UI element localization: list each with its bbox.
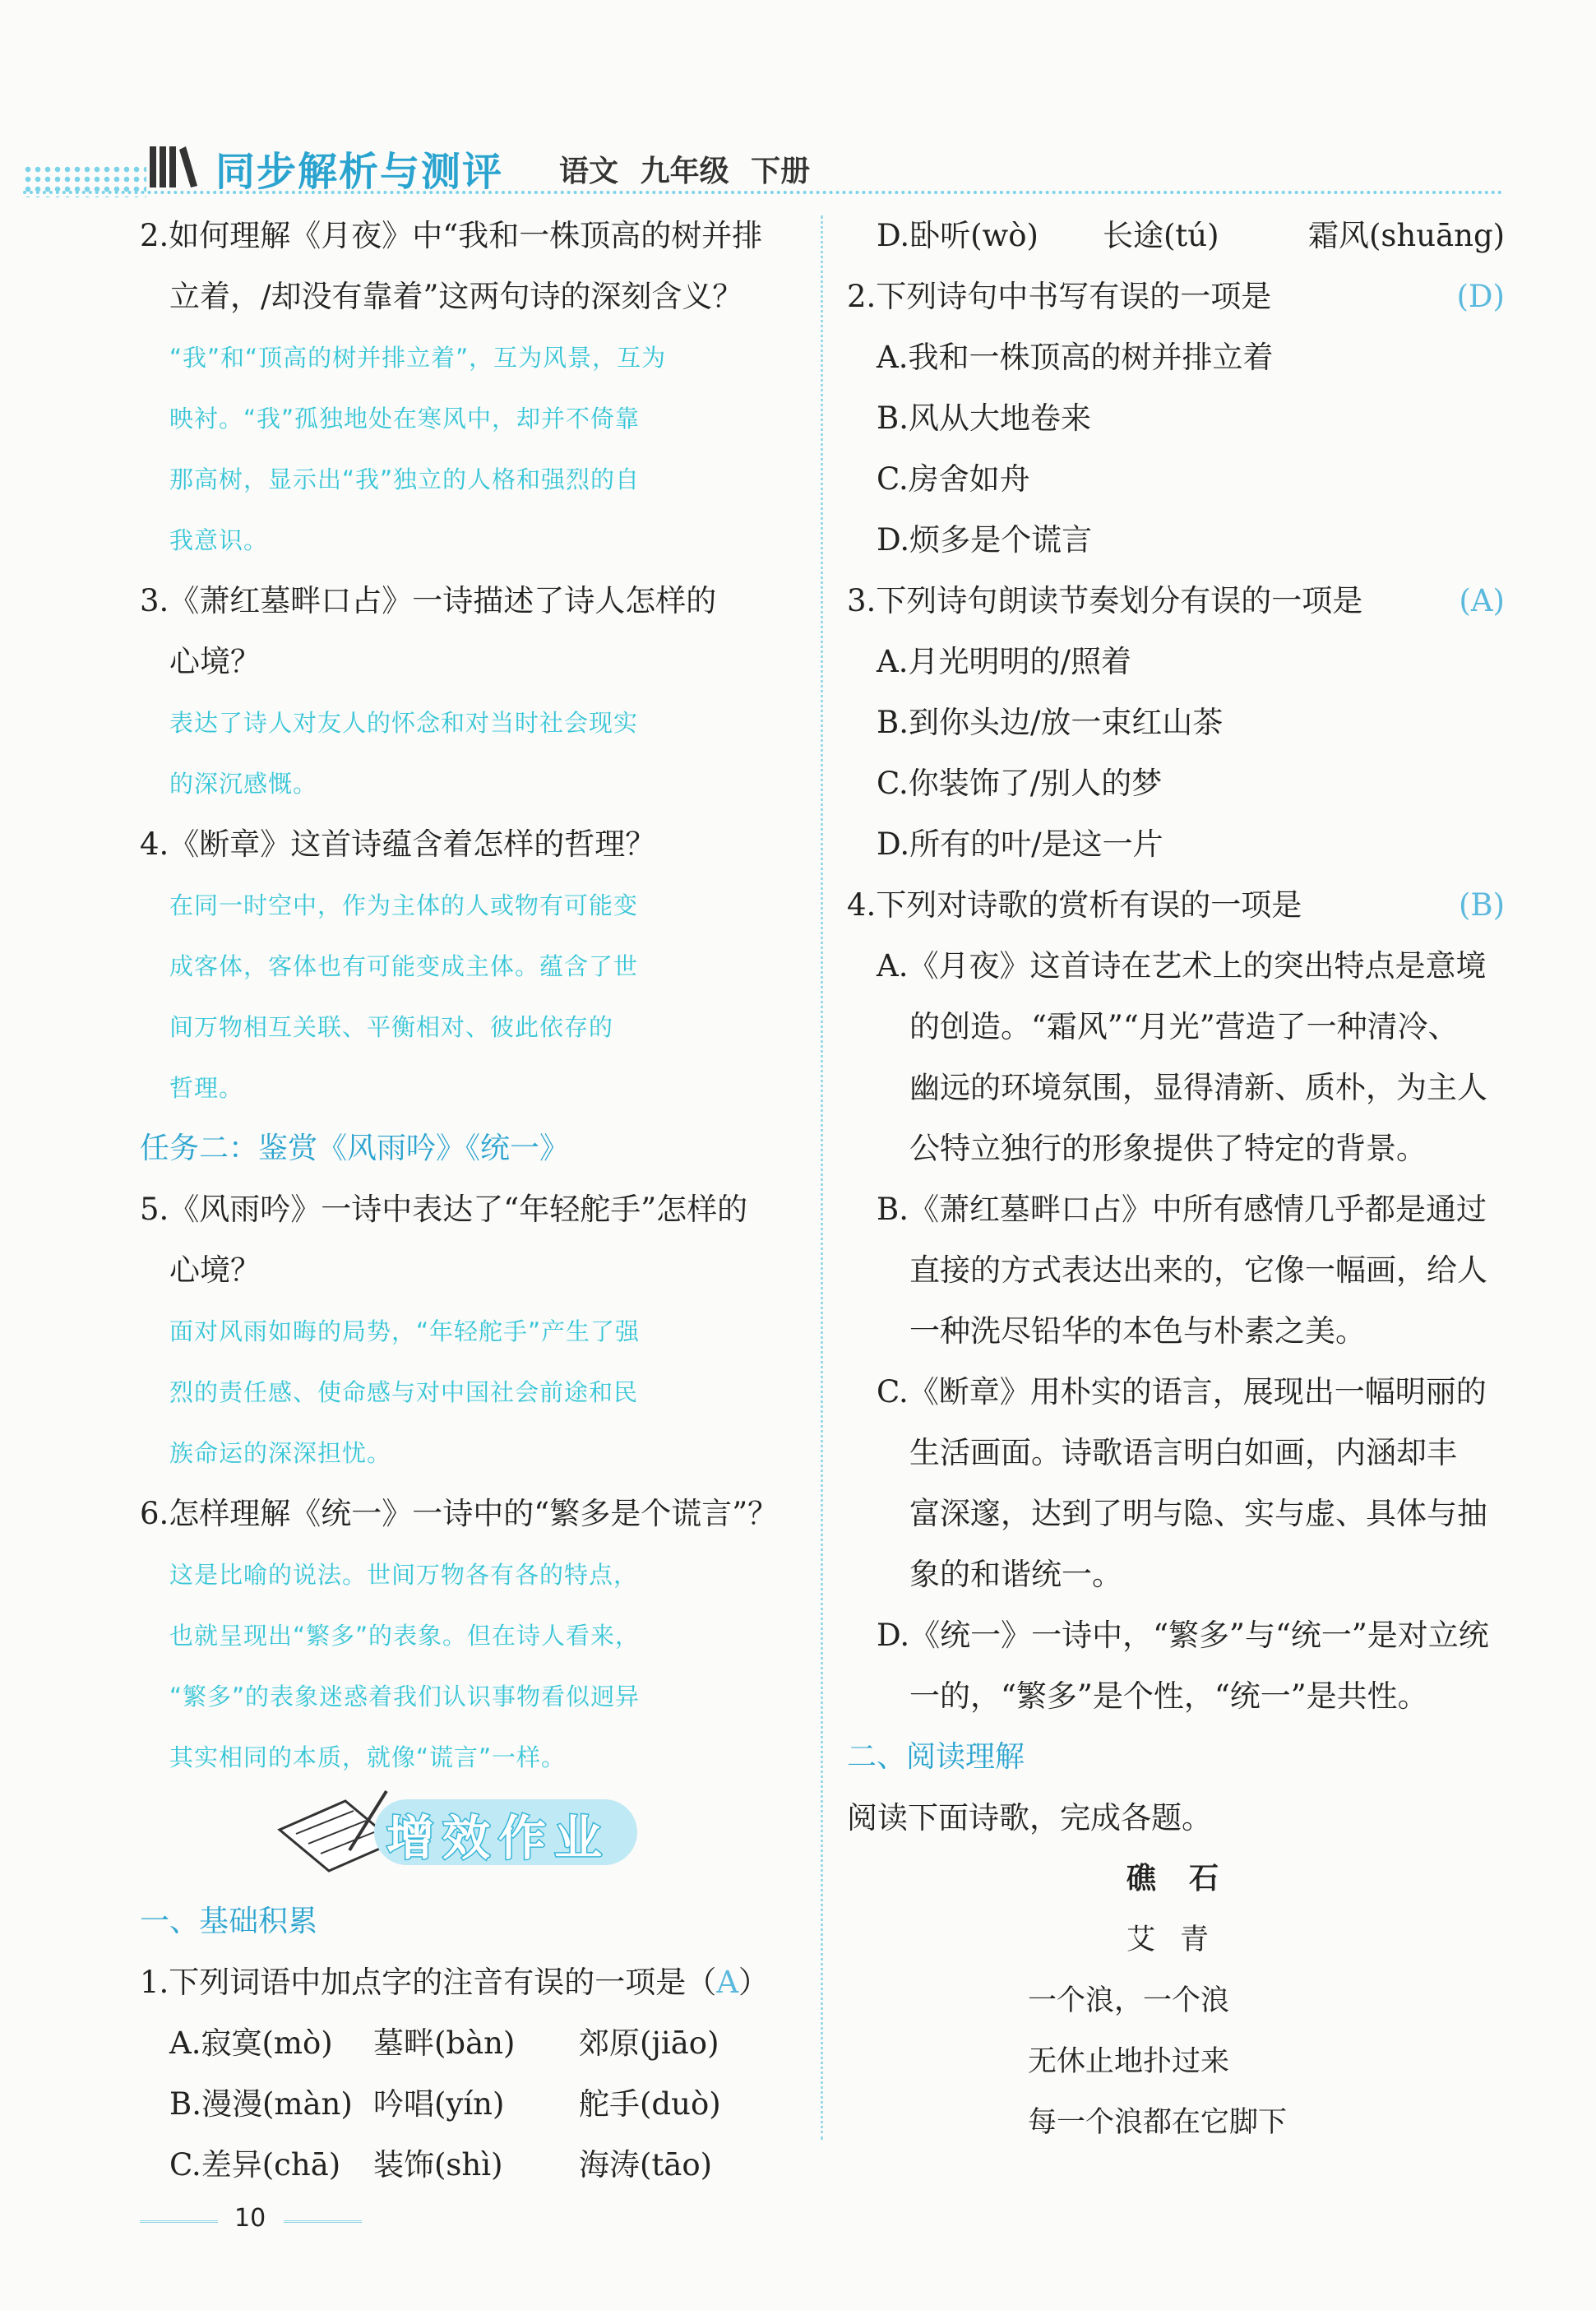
right-column — [847, 206, 1505, 2153]
mc-question-4-answer: (B) — [1458, 887, 1505, 923]
mc-question-2-answer: (D) — [1456, 279, 1505, 314]
option-c: C.差异(chā) 装饰(shì) 海涛(tāo) — [169, 2147, 713, 2183]
series-title: 同步解析与测评 — [215, 149, 504, 195]
question-4: 4.《断章》这首诗蕴含着怎样的哲理？ — [140, 826, 656, 862]
q2-option-c: C.房舍如舟 — [877, 461, 1030, 497]
q4-option-b-line1: B.《萧红墓畔口占》中所有感情几乎都是通过 — [877, 1192, 1487, 1227]
q4-option-b-line2: 直接的方式表达出来的，它像一幅画，给人 — [909, 1252, 1487, 1288]
homework-banner-title: 增效作业 — [386, 1810, 611, 1866]
poem-author: 艾青 — [1126, 1923, 1234, 1956]
option-d: D.卧听(wò) 长途(tú) 霜风(shuāng) — [877, 218, 1506, 253]
q4-option-c-line3: 富深邃，达到了明与隐、实与虚、具体与抽 — [909, 1496, 1487, 1531]
book-info — [559, 148, 810, 190]
page-number: 10 — [234, 2204, 266, 2233]
answer-2-line4: 我意识。 — [169, 526, 269, 554]
q4-option-b-line3: 一种洗尽铅华的本色与朴素之美。 — [909, 1313, 1366, 1349]
question-3-line2: 心境？ — [169, 644, 261, 679]
q2-option-d: D.烦多是个谎言 — [877, 522, 1093, 558]
section-1-heading: 一、基础积累 — [140, 1905, 318, 1938]
q4-option-c-line1: C.《断章》用朴实的语言，展现出一幅明丽的 — [877, 1374, 1487, 1410]
answer-4-line4: 哲理。 — [169, 1074, 244, 1102]
answer-3-line2: 的深沉感慨。 — [169, 770, 318, 798]
answer-4-line1: 在同一时空中，作为主体的人或物有可能变 — [169, 891, 639, 919]
mc-question-1-answer: A — [716, 1965, 739, 2000]
answer-6-line4: 其实相同的本质，就像“谎言”一样。 — [169, 1743, 567, 1771]
q2-option-b: B.风从大地卷来 — [877, 400, 1091, 436]
grade: 九年级 — [640, 155, 729, 188]
answer-5-line2: 烈的责任感、使命感与对中国社会前途和民 — [169, 1378, 639, 1406]
poem-line-3: 每一个浪都在它脚下 — [1028, 2106, 1288, 2139]
reading-intro: 阅读下面诗歌，完成各题。 — [847, 1800, 1212, 1836]
poem-title: 礁石 — [1126, 1862, 1252, 1896]
mc-question-3: 3.下列诗句朗读节奏划分有误的一项是 (A) — [847, 571, 1505, 632]
answer-2-line2: 映衬。“我”孤独地处在寒风中，却并不倚靠 — [169, 405, 641, 433]
q3-option-d: D.所有的叶/是这一片 — [877, 826, 1163, 862]
books-logo-icon — [148, 141, 199, 189]
q4-option-c-line2: 生活画面。诗歌语言明白如画，内涵却丰 — [909, 1435, 1457, 1470]
question-6: 6.怎样理解《统一》一诗中的“繁多是个谎言”？ — [140, 1496, 779, 1531]
poem-line-2: 无休止地扑过来 — [1028, 2045, 1230, 2078]
option-a: A.寂寞(mò) 墓畔(bàn) 郊原(jiāo) — [169, 2025, 719, 2061]
answer-2-line3: 那高树，显示出“我”独立的人格和强烈的自 — [169, 465, 641, 493]
q3-option-b: B.到你头边/放一束红山茶 — [877, 705, 1224, 740]
question-2-line1: 2.如何理解《月夜》中“我和一株顶高的树并排 — [140, 218, 763, 253]
answer-6-line1: 这是比喻的说法。世间万物各有各的特点， — [169, 1561, 639, 1589]
mc-question-2: 2.下列诗句中书写有误的一项是 (D) — [847, 266, 1505, 327]
page-number-rule-right — [284, 2220, 362, 2223]
answer-5-line3: 族命运的深深担忧。 — [169, 1439, 392, 1467]
q3-option-a: A.月光明明的/照着 — [877, 644, 1131, 679]
volume: 下册 — [751, 155, 811, 188]
answer-2-line1: “我”和“顶高的树并排立着”，互为风景，互为 — [169, 344, 667, 372]
question-3-line1: 3.《萧红墓畔口占》一诗描述了诗人怎样的 — [140, 583, 717, 618]
q4-option-a-line1: A.《月夜》这首诗在艺术上的突出特点是意境 — [877, 948, 1487, 984]
answer-4-line3: 间万物相互关联、平衡相对、彼此依存的 — [169, 1013, 614, 1041]
answer-5-line1: 面对风雨如晦的局势，“年轻舵手”产生了强 — [169, 1317, 641, 1345]
q4-option-a-line3: 幽远的环境氛围，显得清新、质朴，为主人 — [909, 1070, 1487, 1105]
left-column — [140, 206, 778, 1788]
option-b: B.漫漫(màn) 吟唱(yín) 舵手(duò) — [169, 2086, 721, 2122]
left-exercises — [140, 1891, 769, 2196]
q4-option-c-line4: 象的和谐统一。 — [909, 1557, 1122, 1592]
q4-option-d-line1: D.《统一》一诗中，“繁多”与“统一”是对立统 — [877, 1618, 1489, 1653]
mc-question-4: 4.下列对诗歌的赏析有误的一项是 (B) — [847, 875, 1505, 936]
q2-option-a: A.我和一株顶高的树并排立着 — [877, 340, 1274, 375]
answer-3-line1: 表达了诗人对友人的怀念和对当时社会现实 — [169, 709, 639, 737]
column-divider — [821, 215, 823, 2140]
page-number-rule-left — [140, 2220, 218, 2223]
mc-question-1: 1.下列词语中加点字的注音有误的一项是（A） — [140, 1965, 770, 2000]
question-5-line2: 心境？ — [169, 1252, 261, 1288]
subject: 语文 — [559, 155, 619, 188]
section-2-heading: 二、阅读理解 — [847, 1740, 1025, 1774]
poem-line-1: 一个浪，一个浪 — [1028, 1984, 1230, 2017]
task-2-heading: 任务二：鉴赏《风雨吟》《统一》 — [140, 1132, 570, 1165]
header-rule — [23, 191, 1503, 194]
question-5-line1: 5.《风雨吟》一诗中表达了“年轻舵手”怎样的 — [140, 1192, 748, 1227]
q4-option-a-line2: 的创造。“霜风”“月光”营造了一种清冷、 — [909, 1009, 1459, 1044]
answer-4-line2: 成客体，客体也有可能变成主体。蕴含了世 — [169, 952, 639, 980]
q3-option-c: C.你装饰了/别人的梦 — [877, 766, 1163, 801]
q4-option-a-line4: 公特立独行的形象提供了特定的背景。 — [909, 1131, 1427, 1166]
q4-option-d-line2: 一的，“繁多”是个性，“统一”是共性。 — [909, 1678, 1428, 1714]
answer-6-line2: 也就呈现出“繁多”的表象。但在诗人看来， — [169, 1622, 641, 1650]
answer-6-line3: “繁多”的表象迷惑着我们认识事物看似迥异 — [169, 1683, 641, 1711]
mc-question-3-answer: (A) — [1459, 583, 1505, 618]
question-2-line2: 立着，/却没有靠着”这两句诗的深刻含义？ — [169, 279, 743, 314]
